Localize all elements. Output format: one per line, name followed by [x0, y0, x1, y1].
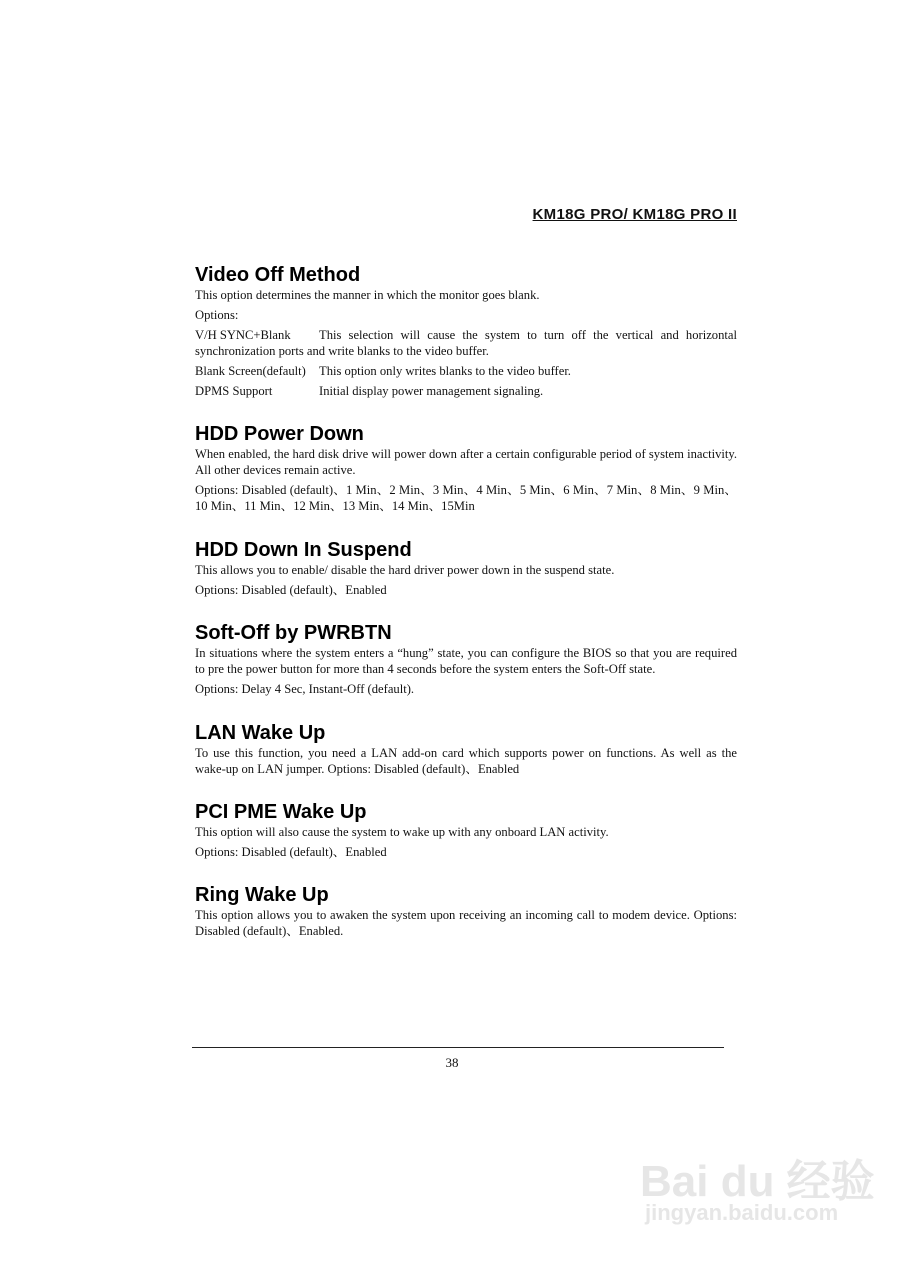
section-ring-wake-up [195, 883, 737, 943]
page-number: 38 [445, 1055, 459, 1070]
option-desc-cont: synchronization ports and write blanks to the video buffer. [195, 344, 489, 358]
section-soft-off-by-pwrbtn [195, 621, 737, 701]
section-pci-pme-wake-up [195, 800, 737, 864]
paragraph: Options: [195, 308, 239, 322]
paragraph: When enabled, the hard disk drive will power down after a certain configurable period of system inactivity. All other devices remain active. [195, 447, 737, 477]
option-item [195, 383, 737, 399]
paragraph: Options: Disabled (default)、Enabled [195, 583, 387, 597]
section-hdd-down-in-suspend [195, 538, 737, 602]
paragraph: Options: Disabled (default)、1 Min、2 Min、3 Min、4 Min、5 Min、6 Min、7 Min、8 Min、9 Min、10 Min、11 Min、12 Min、13 Min、14 Min、15Min [195, 483, 737, 513]
paragraph: This option allows you to awaken the system upon receiving an incoming call to modem device. Options: Disabled (default)、Enabled. [195, 908, 737, 938]
paragraph: To use this function, you need a LAN add-on card which supports power on functions. As well as the wake-up on LAN jumper. Options: Disabled (default)、Enabled [195, 746, 737, 776]
option-name: V/H SYNC+Blank [195, 328, 291, 342]
footer-rule [192, 1047, 724, 1048]
option-name: Blank Screen(default) [195, 364, 306, 378]
section-heading: HDD Power Down [195, 423, 364, 445]
section-heading: HDD Down In Suspend [195, 539, 412, 561]
section-heading: Video Off Method [195, 264, 361, 286]
option-desc: This selection will cause the system to turn off the vertical and horizontal [319, 328, 737, 342]
option-name: DPMS Support [195, 384, 273, 398]
paragraph: This option will also cause the system to wake up with any onboard LAN activity. [195, 825, 609, 839]
option-item [195, 363, 737, 379]
option-desc: This option only writes blanks to the video buffer. [319, 364, 571, 378]
paragraph: This option determines the manner in which the monitor goes blank. [195, 288, 540, 302]
watermark-logo: Bai du 经验 [640, 1157, 875, 1206]
option-desc: Initial display power management signaling. [319, 384, 544, 398]
running-header: KM18G PRO/ KM18G PRO II [532, 206, 737, 223]
section-lan-wake-up [195, 721, 737, 781]
option-item [195, 327, 737, 359]
section-heading: Soft-Off by PWRBTN [195, 622, 392, 644]
section-heading: Ring Wake Up [195, 884, 329, 906]
paragraph: Options: Disabled (default)、Enabled [195, 845, 387, 859]
section-video-off-method [195, 263, 737, 403]
paragraph: Options: Delay 4 Sec, Instant-Off (default). [195, 682, 415, 696]
paragraph: This allows you to enable/ disable the hard driver power down in the suspend state. [195, 563, 615, 577]
section-hdd-power-down [195, 422, 737, 518]
section-heading: LAN Wake Up [195, 722, 326, 744]
watermark-url: jingyan.baidu.com [645, 1200, 839, 1225]
section-heading: PCI PME Wake Up [195, 801, 367, 823]
paragraph: In situations where the system enters a “hung” state, you can configure the BIOS so that you are required to pre the power button for more than 4 seconds before the system enters the Soft-Off state. [195, 646, 737, 676]
